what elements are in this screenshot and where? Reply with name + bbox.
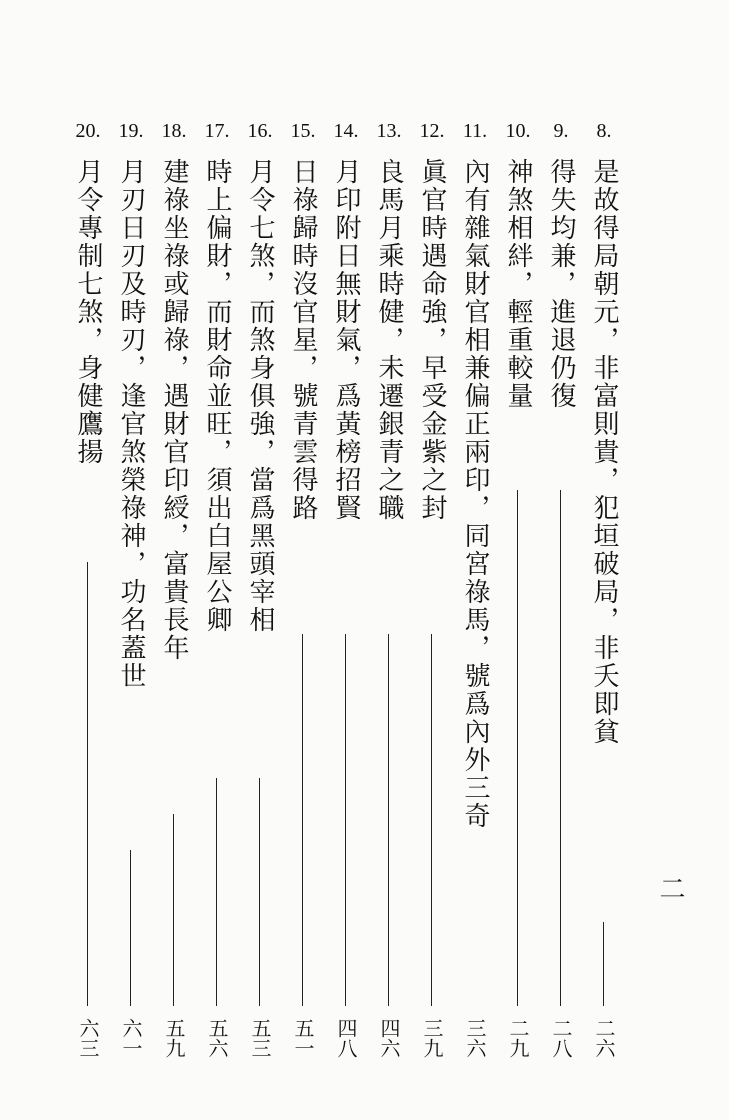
entry-title: 月刃日刃及時刃，逢官煞榮祿神，功名蓋世 (116, 158, 146, 690)
entry-page-number: 五三 (248, 1018, 272, 1058)
leader-line (431, 634, 432, 1006)
toc-entry[interactable] (199, 118, 235, 1058)
entry-title: 內有雜氣財官相兼偏正兩印，同宮祿馬，號爲內外三奇 (460, 158, 490, 830)
entry-title: 月令專制七煞，身健鷹揚 (73, 158, 103, 466)
leader-line (87, 562, 88, 1006)
entry-number: 20. (75, 120, 101, 142)
page-folio: 二 (655, 875, 685, 901)
entry-page-number: 三九 (420, 1018, 444, 1058)
toc-entry[interactable] (457, 118, 493, 1058)
leader-line (173, 814, 174, 1006)
entry-page-number: 二九 (506, 1018, 530, 1058)
toc-entry[interactable] (113, 118, 149, 1058)
leader-line (259, 778, 260, 1006)
entry-page-number: 六三 (76, 1018, 100, 1058)
toc-entry[interactable] (586, 118, 622, 1058)
entry-number: 8. (596, 120, 612, 142)
toc-entry[interactable] (328, 118, 364, 1058)
entry-title: 得失均兼，進退仍復 (546, 158, 576, 410)
entry-title: 日祿歸時沒官星，號青雲得路 (288, 158, 318, 522)
entry-number: 16. (247, 120, 273, 142)
entry-page-number: 五九 (162, 1018, 186, 1058)
entry-page-number: 三六 (463, 1018, 487, 1058)
leader-line (603, 922, 604, 1006)
entry-title: 月令七煞，而煞身俱強，當爲黑頭宰相 (245, 158, 275, 634)
entry-number: 13. (376, 120, 402, 142)
leader-line (388, 634, 389, 1006)
entry-page-number: 六一 (119, 1018, 143, 1058)
toc-entry[interactable] (70, 118, 106, 1058)
entry-number: 19. (118, 120, 144, 142)
entry-title: 神煞相絆，輕重較量 (503, 158, 533, 410)
leader-line (302, 634, 303, 1006)
leader-line (517, 490, 518, 1006)
entry-page-number: 四六 (377, 1018, 401, 1058)
toc-entry[interactable] (156, 118, 192, 1058)
entry-title: 是故得局朝元，非富則貴，犯垣破局，非夭即貧 (589, 158, 619, 746)
entry-title: 時上偏財，而財命並旺，須出白屋公卿 (202, 158, 232, 634)
leader-line (560, 490, 561, 1006)
toc-entry[interactable] (500, 118, 536, 1058)
toc-entry[interactable] (414, 118, 450, 1058)
entry-title: 建祿坐祿或歸祿，遇財官印綬，富貴長年 (159, 158, 189, 662)
toc-entry[interactable] (371, 118, 407, 1058)
entry-number: 17. (204, 120, 230, 142)
entry-number: 9. (553, 120, 569, 142)
entry-title: 良馬月乘時健，未遷銀青之職 (374, 158, 404, 522)
entry-number: 15. (290, 120, 316, 142)
leader-line (130, 850, 131, 1006)
entry-page-number: 五一 (291, 1018, 315, 1058)
entry-number: 14. (333, 120, 359, 142)
entry-page-number: 五六 (205, 1018, 229, 1058)
toc-entry[interactable] (242, 118, 278, 1058)
entry-title: 月印附日無財氣，爲黃榜招賢 (331, 158, 361, 522)
leader-line (345, 634, 346, 1006)
entry-page-number: 二八 (549, 1018, 573, 1058)
toc-entry[interactable] (285, 118, 321, 1058)
entry-page-number: 四八 (334, 1018, 358, 1058)
entry-number: 11. (462, 120, 488, 142)
entry-page-number: 二六 (592, 1018, 616, 1058)
entry-number: 18. (161, 120, 187, 142)
entry-number: 10. (505, 120, 531, 142)
toc-entry[interactable] (543, 118, 579, 1058)
leader-line (216, 778, 217, 1006)
entry-title: 眞官時遇命強，早受金紫之封 (417, 158, 447, 522)
entry-number: 12. (419, 120, 445, 142)
